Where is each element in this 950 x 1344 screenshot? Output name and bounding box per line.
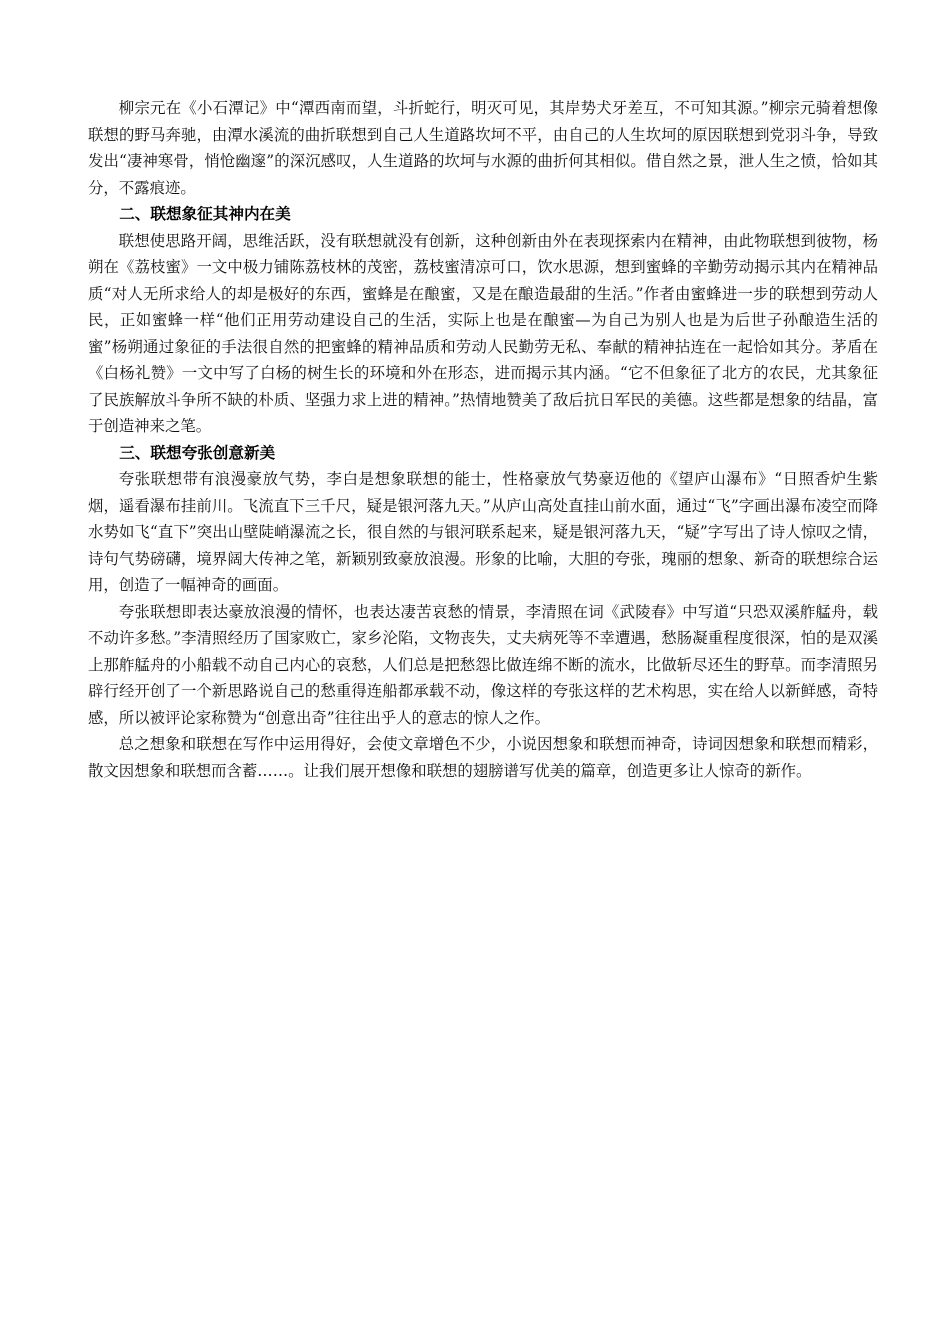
- paragraph-li-bai: 夸张联想带有浪漫豪放气势，李白是想象联想的能士，性格豪放气势豪迈他的《望庐山瀑布》“日照香炉生紫烟，遥看瀑布挂前川。飞流直下三千尺，疑是银河落九天。”从庐山高处直挂山前水面，通过“飞”字画出瀑布凌空而降水势如飞“直下”突出山壁陡峭瀑流之长，很自然的与银河联系起来，疑是银河落九天，“疑”字写出了诗人惊叹之情，诗句气势磅礴，境界阔大传神之笔，新颖别致豪放浪漫。形象的比喻，大胆的夸张，瑰丽的想象、新奇的联想综合运用，创造了一幅神奇的画面。: [88, 470, 878, 594]
- document-body: [88, 95, 878, 784]
- paragraph-symbolism: 联想使思路开阔，思维活跃，没有联想就没有创新，这种创新由外在表现探索内在精神，由此物联想到彼物，杨朔在《荔枝蜜》一文中极力铺陈荔枝林的茂密，荔枝蜜清凉可口，饮水思源，想到蜜蜂的辛勤劳动揭示其内在精神品质“对人无所求给人的却是极好的东西，蜜蜂是在酿蜜，又是在酿造最甜的生活。”作者由蜜蜂进一步的联想到劳动人民，正如蜜蜂一样“他们正用劳动建设自己的生活，实际上也是在酿蜜—为自己为别人也是为后世子孙酿造生活的蜜”杨朔通过象征的手法很自然的把蜜蜂的精神品质和劳动人民勤劳无私、奉献的精神拈连在一起恰如其分。茅盾在《白杨礼赞》一文中写了白杨的树生长的环境和外在形态，进而揭示其内涵。“它不但象征了北方的农民，尤其象征了民族解放斗争所不缺的朴质、坚强力求上进的精神。”热情地赞美了敌后抗日军民的美德。这些都是想象的结晶，富于创造神来之笔。: [88, 231, 878, 435]
- paragraph-liu-zongyuan: 柳宗元在《小石潭记》中“潭西南而望，斗折蛇行，明灭可见，其岸势犬牙差互，不可知其源。”柳宗元骑着想像联想的野马奔驰，由潭水溪流的曲折联想到自己人生道路坎坷不平，由自己的人生坎坷的原因联想到党羽斗争，导致发出“凄神寒骨，悄怆幽邃”的深沉感叹，人生道路的坎坷与水源的曲折何其相似。借自然之景，泄人生之愤，恰如其分，不露痕迹。: [88, 99, 878, 197]
- section-heading-symbolism: 二、联想象征其神内在美: [119, 205, 291, 223]
- paragraph-li-qingzhao: 夸张联想即表达豪放浪漫的情怀，也表达凄苦哀愁的情景，李清照在词《武陵春》中写道“只恐双溪舴艋舟，载不动许多愁。”李清照经历了国家败亡，家乡沦陷，文物丧失，丈夫病死等不幸遭遇，愁肠凝重程度很深，怕的是双溪上那舴艋舟的小船载不动自己内心的哀愁，人们总是把愁怨比做连绵不断的流水，比做斩尽还生的野草。而李清照另辟行经开创了一个新思路说自己的愁重得连船都承载不动，像这样的夸张这样的艺术构思，实在给人以新鲜感，奇特感，所以被评论家称赞为“创意出奇”往往出乎人的意志的惊人之作。: [88, 602, 878, 727]
- paragraph-conclusion: 总之想象和联想在写作中运用得好，会使文章增色不少，小说因想象和联想而神奇，诗词因想象和联想而精彩，散文因想象和联想而含蓄……。让我们展开想像和联想的翅膀谱写优美的篇章，创造更多让人惊奇的新作。: [88, 735, 878, 780]
- section-heading-exaggeration: 三、联想夸张创意新美: [119, 443, 276, 462]
